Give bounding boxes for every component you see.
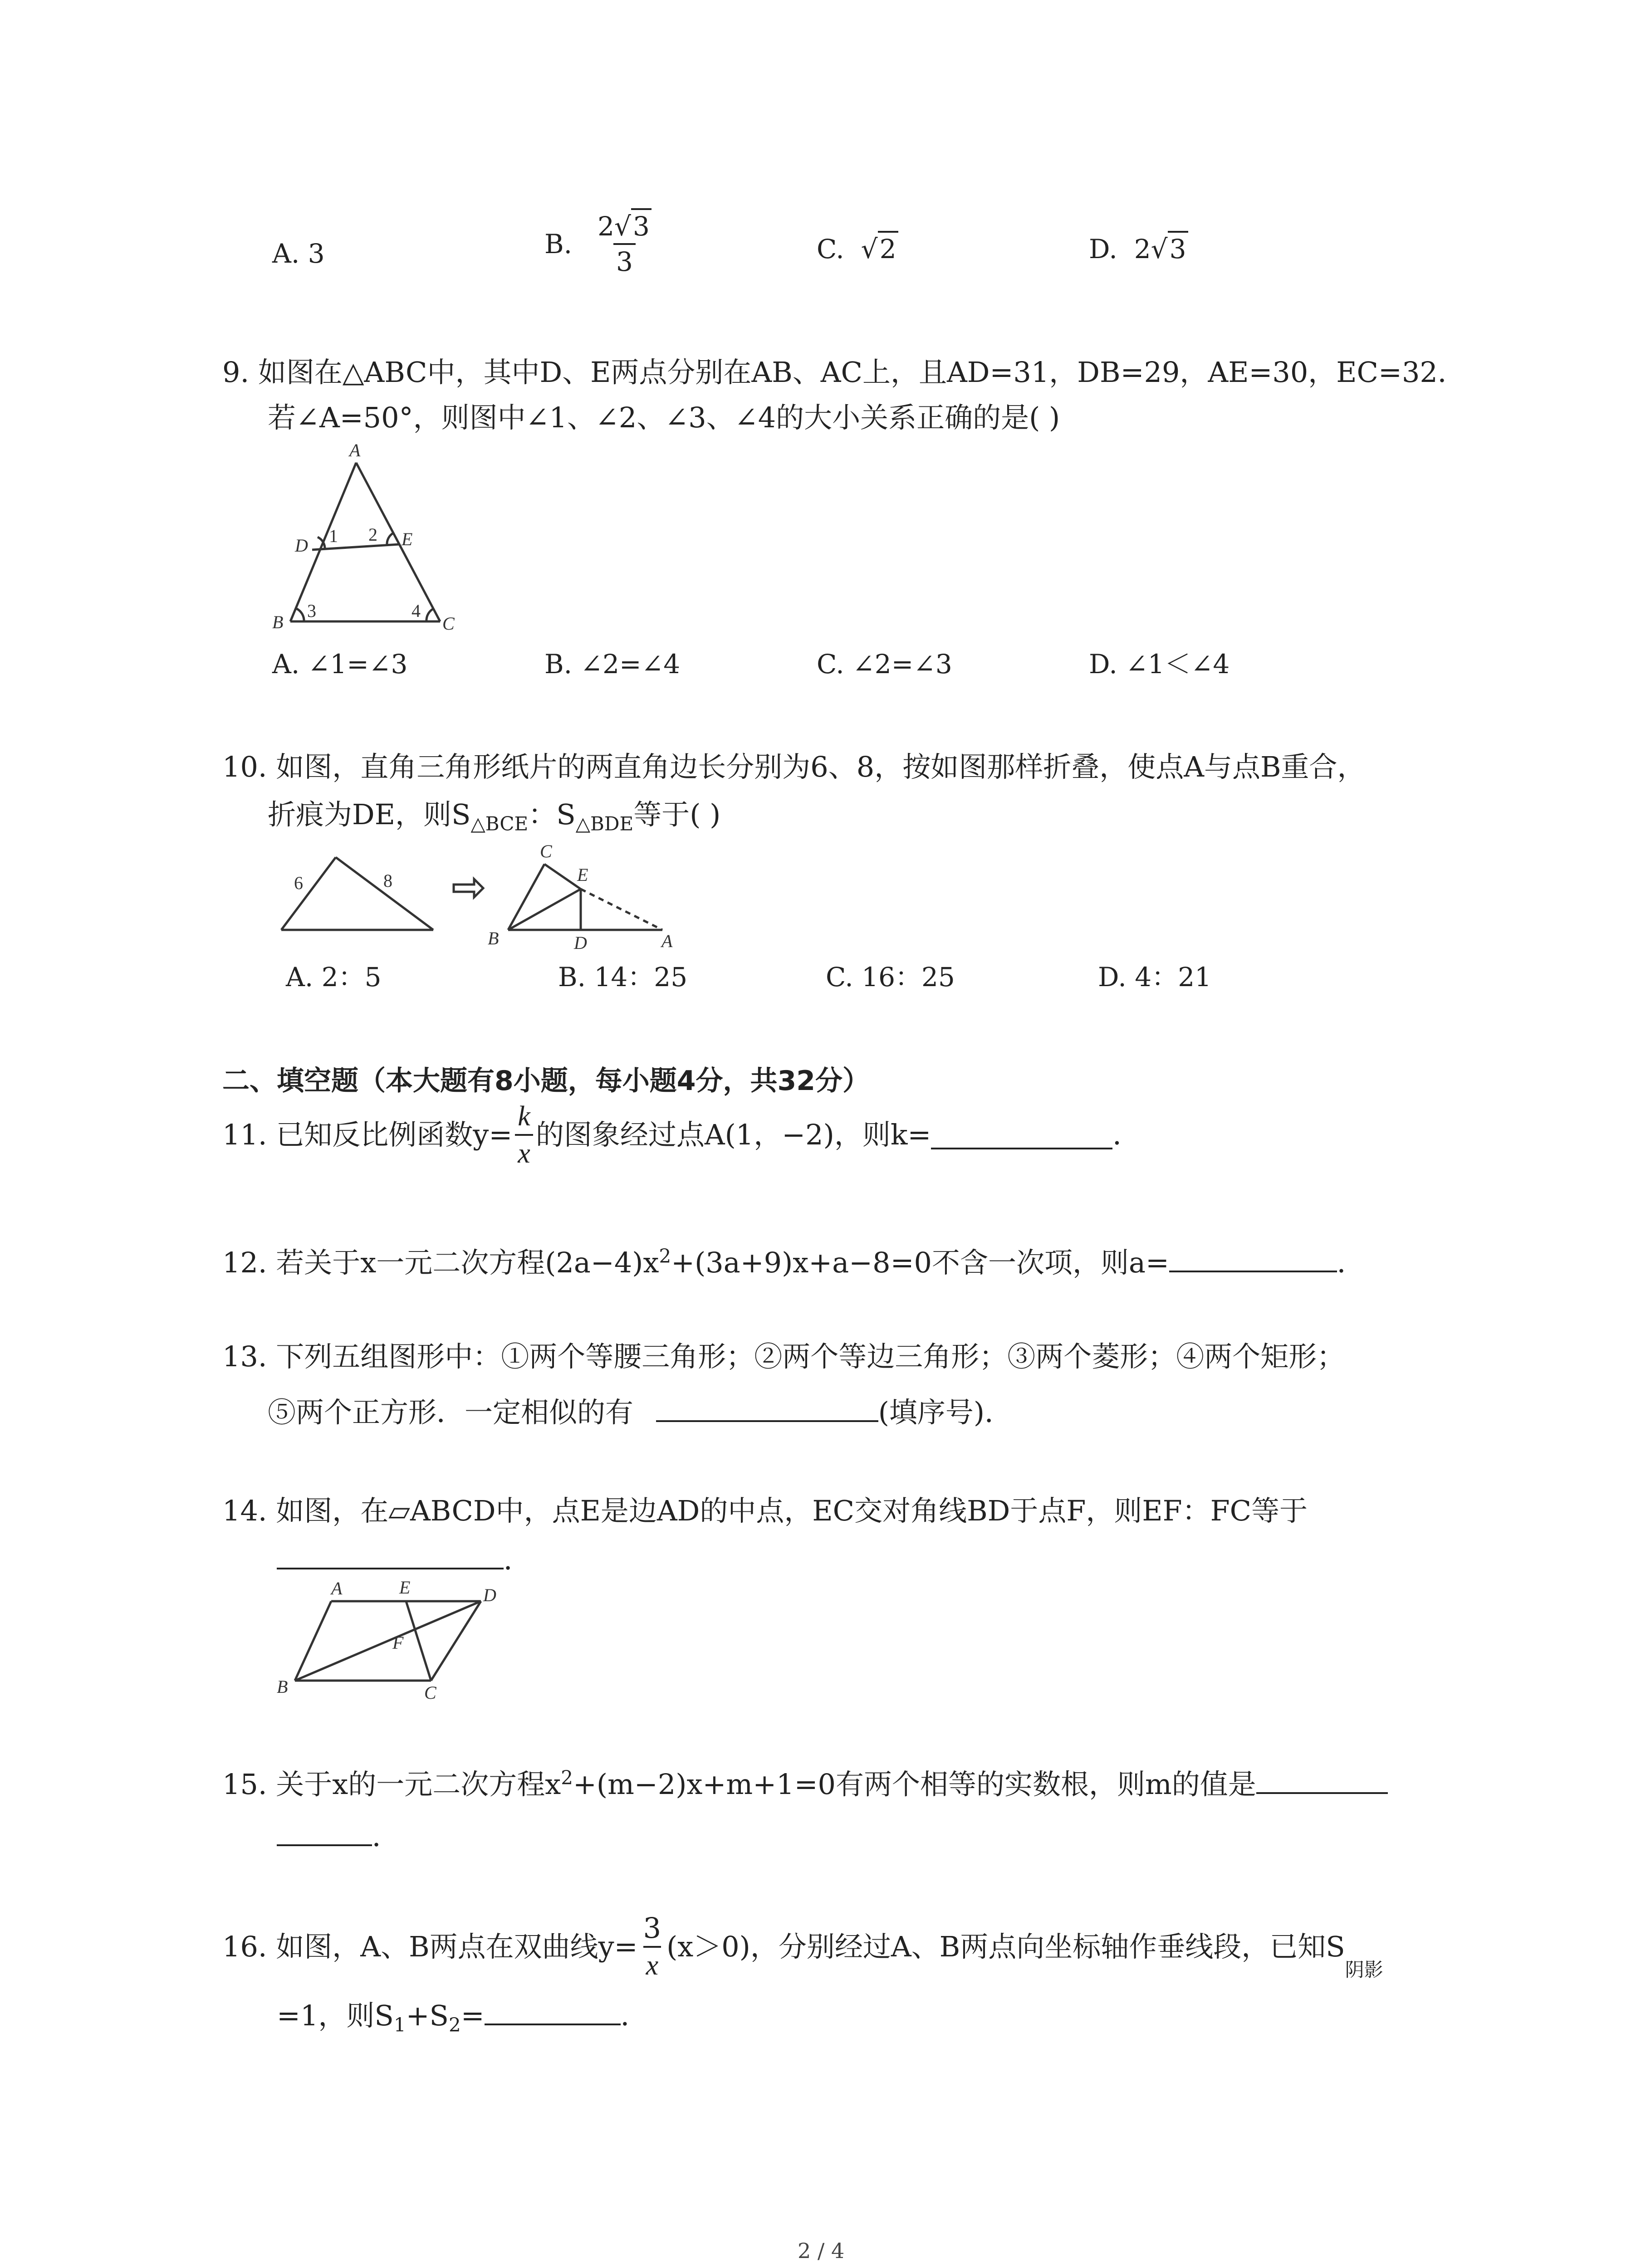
q11-fraction: $\frac{k}{x}$ bbox=[515, 1102, 533, 1168]
q9-angle-1: 1 bbox=[329, 526, 338, 546]
q8-option-a: A. 3 bbox=[272, 238, 325, 269]
q9-angle-2: 2 bbox=[368, 524, 377, 545]
q9-option-a: A. ∠1=∠3 bbox=[272, 649, 408, 679]
q8-option-c: C. √2 bbox=[817, 236, 898, 262]
q9-option-d: D. ∠1＜∠4 bbox=[1089, 649, 1230, 679]
q14-label-d: D bbox=[483, 1585, 496, 1605]
q9-option-c: C. ∠2=∠3 bbox=[817, 649, 952, 679]
q15-answer-blank[interactable] bbox=[1256, 1767, 1388, 1794]
q14-line2: ． bbox=[277, 1542, 532, 1574]
q9-label-b: B bbox=[272, 612, 284, 632]
q16-fraction: $\frac{3}{x}$ bbox=[643, 1911, 661, 1981]
q10-option-a: A. 2：5 bbox=[286, 962, 382, 992]
q11: 11. 已知反比例函数y= $\frac{k}{x}$ 的图象经过点A(1，−2)，则k= ． bbox=[222, 1101, 1141, 1169]
q10-option-d: D. 4：21 bbox=[1098, 962, 1212, 992]
q9-label-e: E bbox=[402, 529, 413, 549]
q8-option-b bbox=[544, 213, 657, 275]
q16-answer-blank[interactable] bbox=[485, 1998, 621, 2025]
q14-line1: 14. 如图，在▱ABCD中，点E是边AD的中点，EC交对角线BD于点F，则EF：FC等于 bbox=[222, 1494, 1308, 1527]
q9-angle-4: 4 bbox=[411, 601, 421, 621]
q10-option-c: C. 16：25 bbox=[826, 962, 955, 992]
q10-fold-figure bbox=[272, 830, 726, 957]
q8-option-b-fraction: $\frac{2√3}{3}$ bbox=[595, 213, 654, 275]
q10-label-a: A bbox=[661, 931, 673, 951]
q8-option-d: D. 2√3 bbox=[1089, 236, 1188, 262]
q13-line2: ⑤两个正方形．一定相似的有 (填序号)． bbox=[268, 1396, 1013, 1429]
q9-angle-3: 3 bbox=[307, 601, 316, 621]
q10-option-b: B. 14：25 bbox=[558, 962, 688, 992]
page-number: 2 / 4 bbox=[798, 2239, 845, 2263]
q10-label-c: C bbox=[540, 841, 552, 861]
q10-label-d: D bbox=[574, 933, 587, 953]
q10-label-e: E bbox=[577, 865, 588, 885]
section2-title: 二、填空题（本大题有8小题，每小题4分，共32分） bbox=[222, 1065, 870, 1097]
q9-label-c: C bbox=[442, 613, 455, 634]
q11-answer-blank[interactable] bbox=[931, 1120, 1112, 1149]
q14-label-e: E bbox=[399, 1577, 411, 1598]
q14-label-b: B bbox=[277, 1677, 288, 1697]
q15-answer-blank-cont[interactable] bbox=[277, 1819, 372, 1846]
q9-label-a: A bbox=[349, 440, 361, 460]
q10-line1: 10. 如图，直角三角形纸片的两直角边长分别为6、8，按如图那样折叠，使点A与点B重合， bbox=[222, 750, 1366, 783]
q15-line2: ． bbox=[277, 1819, 400, 1851]
q9-option-b: B. ∠2=∠4 bbox=[544, 649, 681, 679]
q16-line2: =1，则$S_1+S_2=$ ． bbox=[277, 1999, 649, 2036]
q10-side-6: 6 bbox=[294, 873, 303, 893]
q9-line2: 若∠A=50°，则图中∠1、∠2、∠3、∠4的大小关系正确的是( ) bbox=[268, 401, 1060, 434]
q10-line2: 折痕为DE，则$S_{\triangle BCE}$：$S_{\triangle BDE}$等于( ) bbox=[268, 798, 721, 835]
q12: 12. 若关于x一元二次方程$(2a-4)x^2+(3a+9)x+a-8=0$不含一次项，则a= ． bbox=[222, 1245, 1365, 1279]
q15-line1: 15. 关于x的一元二次方程$x^2+(m-2)x+m+1=0$有两个相等的实数根，则m的值是 bbox=[222, 1767, 1388, 1799]
q10-label-b: B bbox=[488, 928, 499, 948]
q13-line1: 13. 下列五组图形中：①两个等腰三角形；②两个等边三角形；③两个菱形；④两个矩形； bbox=[222, 1340, 1345, 1373]
q12-answer-blank[interactable] bbox=[1169, 1245, 1337, 1272]
q14-label-c: C bbox=[424, 1682, 436, 1703]
q13-answer-blank[interactable] bbox=[656, 1395, 878, 1422]
q14-label-f: F bbox=[392, 1633, 404, 1653]
q9-triangle-figure bbox=[263, 440, 481, 635]
q14-answer-blank[interactable] bbox=[277, 1542, 504, 1569]
q14-label-a: A bbox=[331, 1578, 343, 1598]
q14-parallelogram-figure bbox=[268, 1574, 522, 1706]
q10-side-8: 8 bbox=[383, 870, 392, 891]
q9-label-d: D bbox=[295, 535, 308, 556]
q9-line1: 9. 如图在△ABC中，其中D、E两点分别在AB、AC上，且AD=31，DB=29，AE=30，EC=32． bbox=[222, 356, 1466, 389]
q8-option-b-label: B. bbox=[544, 229, 573, 259]
q16-line1: 16. 如图，A、B两点在双曲线y= $\frac{3}{x}$ (x＞0)，分别经过A、B两点向坐标轴作垂线段，已知S $_{阴影}$ bbox=[222, 1911, 1383, 1981]
